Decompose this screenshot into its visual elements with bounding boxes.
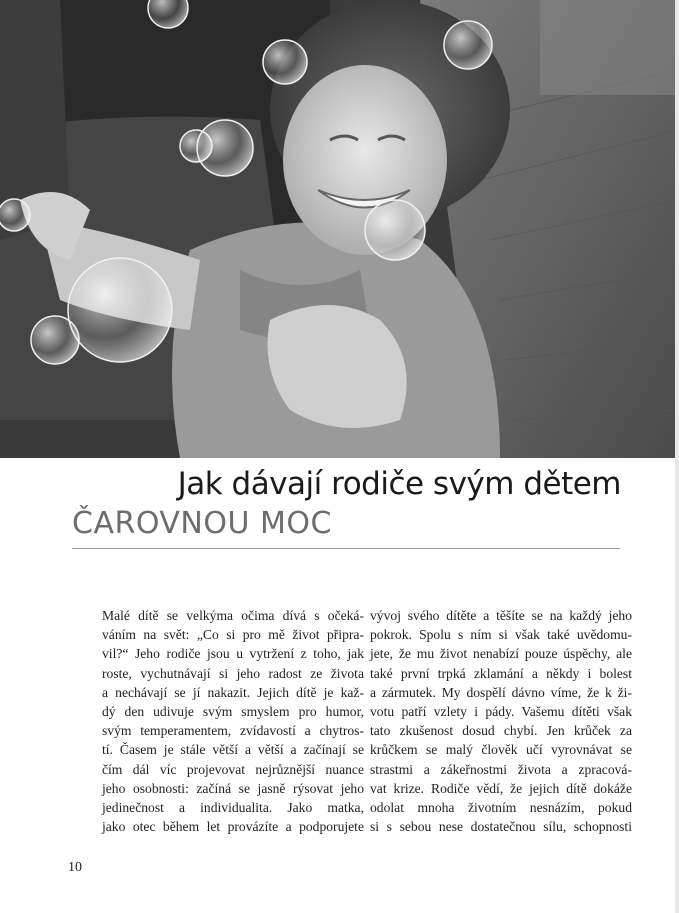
page-number: 10	[68, 860, 82, 875]
text-line: tí. Časem je stále větší a větší a začínají se	[102, 742, 364, 758]
text-line: si s sebou nese dostatečnou sílu, schopnosti	[370, 819, 632, 835]
text-line: tato zkušenost dosud chybí. Jen krůček za	[370, 723, 632, 739]
text-line: odolat mnoha životním nesnázím, pokud	[370, 800, 632, 816]
text-line: jete, že mu život nenabízí pouze úspěchy, ale	[370, 646, 632, 662]
text-column-left	[102, 606, 364, 836]
text-line: vat krize. Rodiče vědí, že jejich dítě dokáže	[370, 780, 632, 796]
text-column-right	[370, 606, 632, 836]
heading-divider	[72, 548, 620, 549]
text-line: svým temperamentem, zvídavostí a chytros-	[102, 723, 364, 739]
text-line: jedinečnost a individualita. Jako matka,	[102, 800, 364, 816]
heading-line-1: Jak dávají rodiče svým dětem	[177, 466, 621, 502]
text-line: jako otec během let provázíte a podporujete	[102, 819, 364, 835]
text-line: krůčkem se malý člověk učí vyrovnávat se	[370, 742, 632, 758]
heading-line-2: ČAROVNOU MOC	[72, 506, 332, 541]
text-line: také první trpká zklamání a někdy i bolest	[370, 665, 632, 681]
text-line: čím dál víc projevovat nejrůznější nuance	[102, 761, 364, 777]
text-line: Malé dítě se velkýma očima dívá s očeká-	[102, 608, 364, 623]
text-line: roste, vychutnávají si jeho radost ze života	[102, 665, 364, 681]
text-line: a zármutek. My dospělí dávno víme, že k ži-	[370, 684, 632, 700]
text-line: jeho osobnosti: začíná se jasně rýsovat jeho	[102, 780, 364, 796]
text-line: strastmi a zákeřnostmi života a zpracová-	[370, 761, 632, 777]
text-line: vil?“ Jeho rodiče jsou u vytržení z toho, jak	[102, 646, 364, 662]
text-line: dý den udivuje svým smyslem pro humor,	[102, 704, 364, 720]
text-line: vývoj svého dítěte a těšíte se na každý jeho	[370, 608, 632, 623]
text-line: votu patří vzlety i pády. Vašemu dítěti však	[370, 704, 632, 720]
text-line: a nechávají se jí nakazit. Jejich dítě je kaž-	[102, 684, 364, 700]
page-edge	[675, 0, 679, 913]
text-line: váním na svět: „Co si pro mě život připra-	[102, 627, 364, 643]
text-line: pokrok. Spolu s ním si však také uvědomu-	[370, 627, 632, 643]
